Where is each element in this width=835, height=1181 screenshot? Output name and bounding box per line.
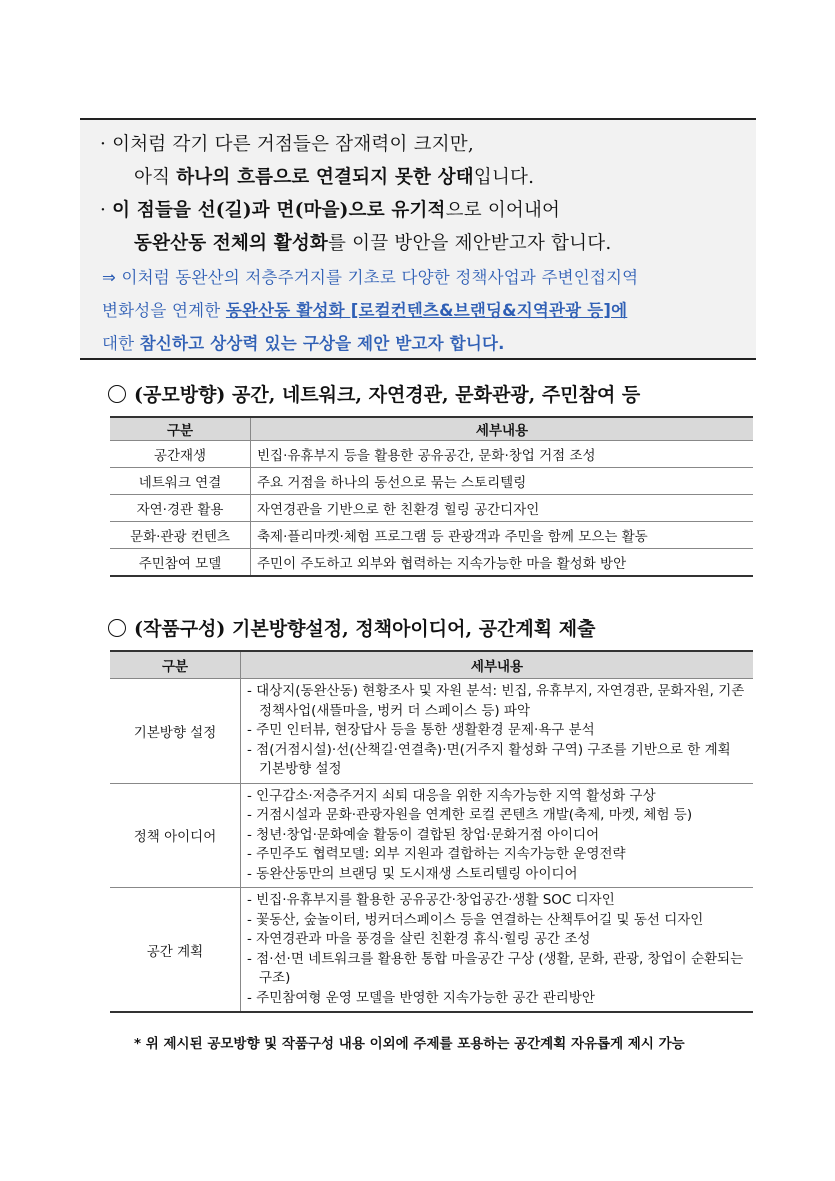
list-item: - 동완산동만의 브랜딩 및 도시재생 스토리텔링 아이디어 — [247, 865, 578, 882]
intro-line-2-post: 입니다. — [473, 167, 535, 188]
list-item: - 점·선·면 네트워크를 활용한 통합 마을공간 구상 (생활, 문화, 관광, 창업이 순환되는 구조) — [247, 950, 744, 986]
row-category: 공간재생 — [110, 441, 251, 468]
intro-line-6-underline: 동완산동 활성화 [로컬컨텐츠&브랜딩&지역관광 등]에 — [225, 301, 628, 320]
row-category: 공간 계획 — [110, 888, 241, 1013]
row-detail — [241, 783, 754, 888]
table-header-row — [110, 651, 753, 679]
table-row — [110, 783, 753, 888]
intro-box — [80, 118, 756, 360]
row-detail: 빈집·유휴부지 등을 활용한 공유공간, 문화·창업 거점 조성 — [251, 441, 754, 468]
row-category: 정책 아이디어 — [110, 783, 241, 888]
intro-line-4-bold: 동완산동 전체의 활성화 — [134, 233, 328, 254]
row-detail: 주민이 주도하고 외부와 협력하는 지속가능한 마을 활성화 방안 — [251, 549, 754, 577]
section2-title — [108, 614, 595, 641]
list-item: - 자연경관과 마을 풍경을 살린 친환경 휴식·힐링 공간 조성 — [247, 931, 591, 947]
list-item: - 주민참여형 운영 모델을 반영한 지속가능한 공간 관리방안 — [247, 989, 595, 1006]
list-item: - 주민 인터뷰, 현장답사 등을 통한 생활환경 문제·욕구 분석 — [247, 722, 595, 738]
intro-line-2-bold: 하나의 흐름으로 연결되지 못한 상태 — [176, 167, 474, 188]
list-item: - 거점시설과 문화·관광자원을 연계한 로컬 콘텐츠 개발(축제, 마켓, 체험 등) — [247, 807, 693, 823]
intro-line-7-pre: 대한 — [102, 334, 140, 353]
row-detail — [241, 679, 754, 784]
intro-line-4-post: 를 이끌 방안을 제안받고자 합니다. — [328, 233, 612, 254]
section1-title-text: (공모방향) 공간, 네트워크, 자연경관, 문화관광, 주민참여 등 — [134, 384, 641, 406]
table-row — [110, 441, 753, 468]
direction-table — [110, 416, 753, 577]
header-category: 구분 — [110, 651, 241, 679]
intro-line-7-bold: 참신하고 상상력 있는 구상을 제안 받고자 합니다. — [139, 334, 505, 353]
table-row — [110, 679, 753, 784]
circle-bullet-icon — [108, 619, 126, 637]
intro-line-6 — [102, 297, 627, 321]
intro-line-3-post: 으로 이어내어 — [445, 200, 561, 221]
circle-bullet-icon — [108, 385, 126, 403]
intro-line-5: ⇒ 이처럼 동완산의 저층주거지를 기초로 다양한 정책사업과 주변인접지역 — [102, 268, 639, 287]
row-category: 자연·경관 활용 — [110, 495, 251, 522]
list-item: - 인구감소·저층주거지 쇠퇴 대응을 위한 지속가능한 지역 활성화 구상 — [247, 787, 656, 804]
section1-title — [108, 380, 640, 407]
row-detail: 주요 거점을 하나의 동선으로 묶는 스토리텔링 — [251, 468, 754, 495]
table-row — [110, 888, 753, 1013]
row-detail — [241, 888, 754, 1013]
table-header-row — [110, 417, 753, 441]
table-row — [110, 495, 753, 522]
intro-line-7 — [102, 330, 505, 354]
header-category: 구분 — [110, 417, 251, 441]
header-detail: 세부내용 — [251, 417, 754, 441]
intro-line-4 — [134, 229, 611, 255]
table-row — [110, 549, 753, 577]
composition-table — [110, 650, 753, 1013]
intro-line-2-pre: 아직 — [134, 167, 177, 188]
intro-line-2 — [134, 163, 534, 189]
intro-line-6-pre: 변화성을 연계한 — [102, 301, 226, 320]
table-row — [110, 522, 753, 549]
row-category: 네트워크 연결 — [110, 468, 251, 495]
row-category: 문화·관광 컨텐츠 — [110, 522, 251, 549]
intro-line-3-bold: 이 점들을 선(길)과 면(마을)으로 유기적 — [112, 200, 446, 221]
list-item: - 청년·창업·문화예술 활동이 결합된 창업·문화거점 아이디어 — [247, 826, 600, 843]
intro-line-1: · 이처럼 각기 다른 거점들은 잠재력이 크지만, — [100, 134, 474, 155]
list-item: - 점(거점시설)·선(산책길·연결축)·면(거주지 활성화 구역) 구조를 기반으로 한 계획 기본방향 설정 — [247, 741, 731, 777]
table-row — [110, 468, 753, 495]
intro-line-3-pre: · — [100, 200, 113, 221]
list-item: - 빈집·유휴부지를 활용한 공유공간·창업공간·생활 SOC 디자인 — [247, 892, 615, 908]
header-detail: 세부내용 — [241, 651, 754, 679]
row-category: 기본방향 설정 — [110, 679, 241, 784]
row-category: 주민참여 모델 — [110, 549, 251, 577]
list-item: - 꽃동산, 숲놀이터, 벙커더스페이스 등을 연결하는 산책투어길 및 동선 디자인 — [247, 911, 704, 928]
list-item: - 주민주도 협력모델: 외부 지원과 결합하는 지속가능한 운영전략 — [247, 846, 626, 862]
row-detail: 축제·플리마켓·체험 프로그램 등 관광객과 주민을 함께 모으는 활동 — [251, 522, 754, 549]
list-item: - 대상지(동완산동) 현황조사 및 자원 분석: 빈집, 유휴부지, 자연경관, 문화자원, 기존 정책사업(새뜰마을, 벙커 더 스페이스 등) 파악 — [247, 683, 745, 719]
footnote: * 위 제시된 공모방향 및 작품구성 내용 이외에 주제를 포용하는 공간계획 자유롭게 제시 가능 — [134, 1036, 685, 1052]
intro-line-3 — [100, 196, 560, 222]
row-detail: 자연경관을 기반으로 한 친환경 힐링 공간디자인 — [251, 495, 754, 522]
section2-title-text: (작품구성) 기본방향설정, 정책아이디어, 공간계획 제출 — [134, 618, 596, 640]
